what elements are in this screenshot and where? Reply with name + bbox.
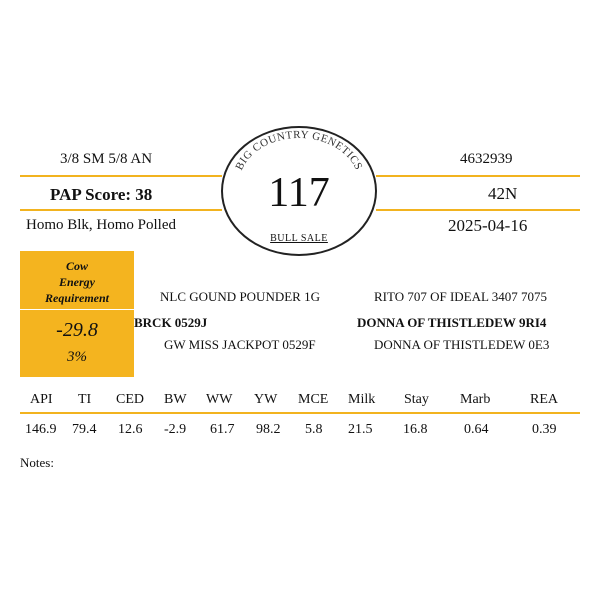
epd-value-ww: 61.7	[210, 422, 235, 437]
breed-composition: 3/8 SM 5/8 AN	[60, 151, 153, 167]
epd-header-mce: MCE	[298, 392, 329, 407]
cer-value: -29.8	[56, 319, 98, 341]
cow-energy-requirement-box	[20, 251, 134, 377]
epd-value-ced: 12.6	[118, 422, 143, 437]
epd-value-bw: -2.9	[164, 422, 187, 437]
notes-label: Notes:	[20, 455, 54, 470]
divider-left-top	[20, 175, 222, 177]
epd-header-marb: Marb	[460, 392, 491, 407]
epd-header-ww: WW	[206, 392, 233, 407]
divider-right-bottom	[376, 209, 580, 211]
pedigree-sire-dam: GW MISS JACKPOT 0529F	[164, 337, 316, 352]
pedigree-sire: BRCK 0529J	[134, 315, 208, 330]
epd-value-api: 146.9	[25, 422, 57, 437]
epd-header-stay: Stay	[404, 392, 429, 407]
genetic-traits: Homo Blk, Homo Polled	[26, 217, 177, 233]
epd-header-yw: YW	[254, 392, 278, 407]
pedigree-dam-dam: DONNA OF THISTLEDEW 0E3	[374, 337, 550, 352]
cer-divider	[20, 309, 134, 310]
epd-header-rea: REA	[530, 392, 558, 407]
pedigree-dam-sire: RITO 707 OF IDEAL 3407 7075	[374, 289, 547, 304]
epd-header-ti: TI	[78, 392, 92, 407]
epd-value-yw: 98.2	[256, 422, 281, 437]
epd-value-mce: 5.8	[305, 422, 323, 437]
epd-value-milk: 21.5	[348, 422, 373, 437]
epd-value-ti: 79.4	[72, 422, 97, 437]
lot-number: 117	[268, 170, 330, 216]
epd-header-ced: CED	[116, 392, 144, 407]
big-country-genetics-logo	[221, 126, 377, 256]
pap-score: PAP Score: 38	[50, 185, 153, 204]
registration-number: 4632939	[460, 151, 513, 167]
cer-title: Cow Energy Requirement	[44, 259, 109, 305]
epd-header-bw: BW	[164, 392, 187, 407]
svg-text:BIG COUNTRY GENETICS: BIG COUNTRY GENETICS	[233, 128, 365, 173]
epd-value-rea: 0.39	[532, 422, 557, 437]
divider-left-bottom	[20, 209, 222, 211]
cer-percent: 3%	[67, 349, 87, 365]
epd-header-row	[0, 392, 600, 412]
epd-value-marb: 0.64	[464, 422, 489, 437]
tag-number: 42N	[488, 184, 518, 203]
pedigree-dam: DONNA OF THISTLEDEW 9RI4	[357, 315, 547, 330]
epd-value-stay: 16.8	[403, 422, 428, 437]
birth-date: 2025-04-16	[448, 216, 528, 235]
epd-header-api: API	[30, 392, 53, 407]
epd-divider	[20, 412, 580, 414]
epd-value-row	[0, 422, 600, 442]
bull-sale-label: BULL SALE	[270, 233, 328, 244]
epd-header-milk: Milk	[348, 392, 376, 407]
pedigree-sire-sire: NLC GOUND POUNDER 1G	[160, 289, 320, 304]
divider-right-top	[376, 175, 580, 177]
